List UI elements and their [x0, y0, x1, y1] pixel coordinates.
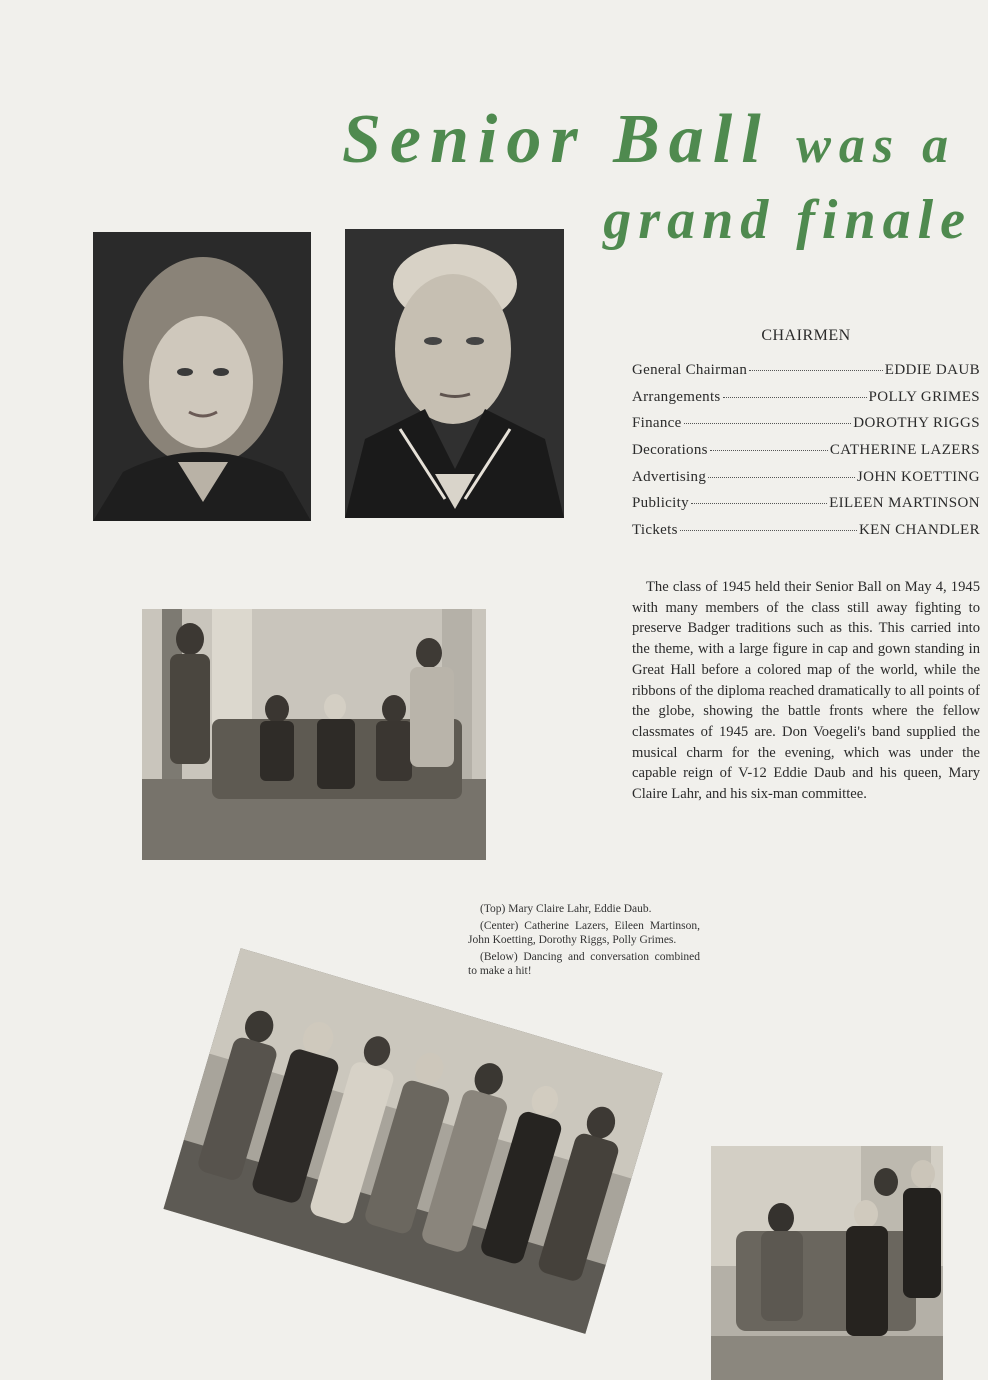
chairmen-name: CATHERINE LAZERS — [829, 442, 980, 459]
caption-top: (Top) Mary Claire Lahr, Eddie Daub. — [480, 903, 652, 915]
chairmen-row — [632, 522, 980, 549]
chairmen-name: EILEEN MARTINSON — [829, 495, 980, 512]
photo-caption — [468, 902, 700, 981]
leader-dots — [684, 423, 852, 424]
chairmen-heading: CHAIRMEN — [761, 327, 851, 344]
chairmen-name: JOHN KOETTING — [856, 468, 980, 485]
chairmen-row — [632, 495, 980, 522]
caption-center: (Center) Catherine Lazers, Eileen Martinson, John Koetting, Dorothy Riggs, Polly Grimes. — [468, 919, 700, 946]
chairmen-name: KEN CHANDLER — [858, 522, 980, 539]
leader-dots — [680, 530, 857, 531]
chairmen-row — [632, 362, 980, 389]
title-senior-ball: Senior Ball — [342, 101, 770, 178]
leader-dots — [710, 450, 828, 451]
chairmen-row — [632, 415, 980, 442]
leader-dots — [749, 370, 883, 371]
title-line-1 — [342, 100, 956, 180]
chairmen-role: Finance — [632, 415, 682, 432]
chairmen-row — [632, 469, 980, 496]
chairmen-role: Decorations — [632, 442, 708, 459]
couch-group-photo — [711, 1146, 943, 1380]
story-paragraph: The class of 1945 held their Senior Ball on May 4, 1945 with many members of the class still away fighting to preserve Badger traditions such as this. This carried into the theme, with a large figure in cap and gown standing in Great Hall before a colored map of the world, while the ribbons of the diploma reached dramatically to all points of the globe, showing the battle fronts where the fellow classmates of 1945 are. Don Voegeli's band supplied the musical charm for the evening, which was under the capable reign of V-12 Eddie Daub and his queen, Mary Claire Lahr, and his six-man committee. — [632, 579, 980, 803]
chairmen-list — [632, 362, 980, 549]
leader-dots — [708, 477, 855, 478]
chairmen-role: General Chairman — [632, 362, 748, 378]
chairmen-role: Advertising — [632, 468, 707, 485]
dancing-crowd-photo — [163, 948, 662, 1334]
leader-dots — [723, 397, 867, 398]
chairmen-name: DOROTHY RIGGS — [853, 415, 980, 432]
chairmen-row — [632, 442, 980, 469]
chairmen-role: Publicity — [632, 495, 689, 512]
chairmen-row — [632, 389, 980, 416]
caption-below: (Below) Dancing and conversation combined to make a hit! — [468, 950, 700, 977]
portrait-woman-photo — [93, 232, 311, 521]
chairmen-name: POLLY GRIMES — [868, 388, 980, 405]
chairmen-name: EDDIE DAUB — [884, 362, 980, 378]
chairmen-role: Arrangements — [632, 388, 721, 405]
title-line-2: grand finale — [603, 189, 972, 251]
leader-dots — [691, 503, 827, 504]
title-was-a: was a — [796, 117, 957, 174]
committee-group-photo — [142, 609, 486, 860]
portrait-sailor-photo — [345, 229, 564, 518]
chairmen-role: Tickets — [632, 522, 678, 539]
